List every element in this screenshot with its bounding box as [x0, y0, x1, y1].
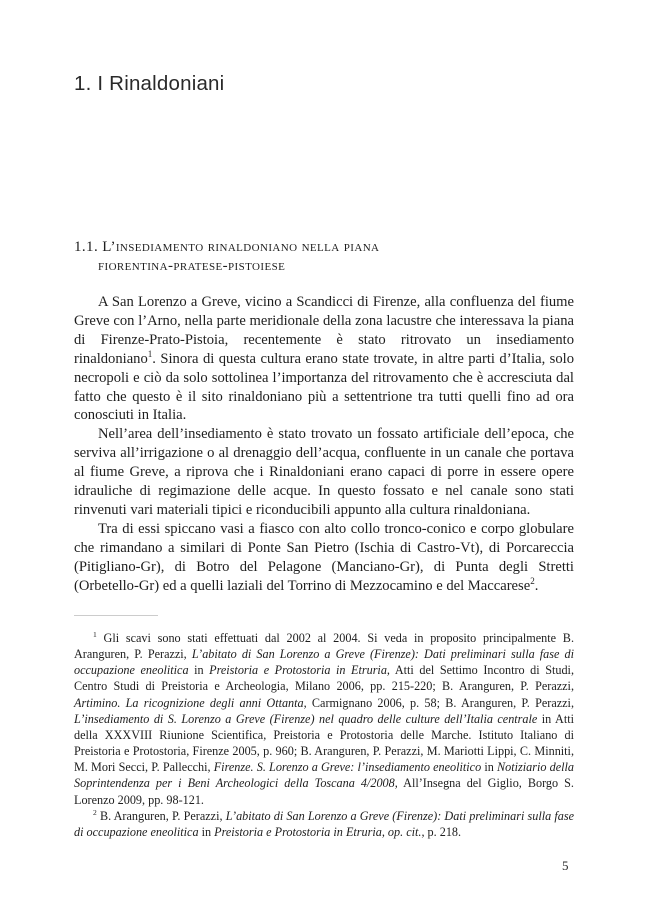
body-text	[74, 293, 574, 596]
footnote-2-number: 2	[93, 807, 97, 817]
footnote-ref-2[interactable]: 2	[530, 575, 535, 586]
footnote-1-number: 1	[93, 629, 97, 639]
page-number: 5	[562, 858, 569, 873]
footnote-1: $^1$ Gli scavi sono stati effettuati dal 2002 al 2004. Si veda in proposito principalmente B. Aranguren, P. Perazzi, L’abitato di San Lorenzo a Greve (Firenze): Dati preliminari sulla fase di occupazione eneolitica in Preistoria e Protostoria in Etruria, Atti del Settimo Incontro di Studi, Centro Studi di Preistoria e Archeologia, Milano 2006, pp. 215-220; B. Aranguren, P. Perazzi, Artimino. La ricognizione degli anni Ottanta, Carmignano 2006, p. 58; B. Aranguren, P. Perazzi, L’insediamento di S. Lorenzo a Greve (Firenze) nel quadro delle culture dell’Italia centrale in Atti della XXXVIII Riunione Scientifica, Preistoria e Protostoria delle Marche. Istituto Italiano di Preistoria e Protostoria, Firenze 2005, p. 960; B. Aranguren, P. Perazzi, M. Mariotti Lippi, C. Minniti, M. Mori Secci, P. Pallecchi, Firenze. S. Lorenzo a Greve: l’insediamento eneolitico in Notiziario della Soprintendenza per i Beni Archeologici della Toscana 4/2008, All’Insegna del Giglio, Borgo S. Lorenzo 2009, pp. 98-121.	[74, 629, 574, 807]
footnotes	[74, 630, 574, 840]
section-number: 1.1.	[74, 239, 99, 255]
chapter-title: 1. I Rinaldoniani	[74, 72, 225, 95]
footnote-separator	[74, 615, 158, 616]
footnote-2: $^2$ B. Aranguren, P. Perazzi, L’abitato di San Lorenzo a Greve (Firenze): Dati preliminari sulla fase di occupazione eneolitica in Preistoria e Protostoria in Etruria, op. cit., p. 218.	[74, 807, 575, 839]
paragraph-3: Tra di essi spiccano vasi a fiasco con alto collo tronco-conico e corpo globulare che rimandano a similari di Ponte San Pietro (Ischia di Castro-Vt), di Porcareccia (Pitigliano-Gr), di Botro del Pelagone (Manciano-Gr), di Punta degli Stretti (Orbetello-Gr) ed a quelli laziali del Torrino di Mezzocamino e del Maccarese$^2$.	[74, 520, 574, 594]
paragraph-1: A San Lorenzo a Greve, vicino a Scandicci di Firenze, alla confluenza del fiume Greve con l’Arno, nella parte meridionale della zona lacustre che interessava la piana di Firenze-Prato-Pistoia, recentemente è stato ritrovato un insediamento rinaldoniano$^1$. Sinora di questa cultura erano state trovate, in altre parti d’Italia, solo necropoli e ciò da solo sottolinea l’importanza del ritrovamento che è accresciuta dal fatto che questo è il sito rinaldoniano più a settentrione tra tutti quelli fino ad ora conosciuti in Italia.	[74, 294, 574, 424]
footnote-ref-1[interactable]: 1	[147, 348, 153, 359]
section-heading	[74, 238, 574, 276]
section-title-line1: L’insediamento rinaldoniano nella piana	[102, 239, 380, 255]
section-title-line2: fiorentina-pratese-pistoiese	[98, 258, 286, 274]
paragraph-2: Nell’area dell’insediamento è stato trovato un fossato artificiale dell’epoca, che serviva all’irrigazione o al drenaggio dell’acqua, confluente in un canale che portava al fiume Greve, a riprova che i Rinaldoniani erano capaci di porre in essere opere idrauliche di regimazione delle acque. In questo fossato e nel canale sono stati rinvenuti vari materiali tipici e riconducibili appunto alla cultura rinaldoniana.	[74, 426, 574, 518]
